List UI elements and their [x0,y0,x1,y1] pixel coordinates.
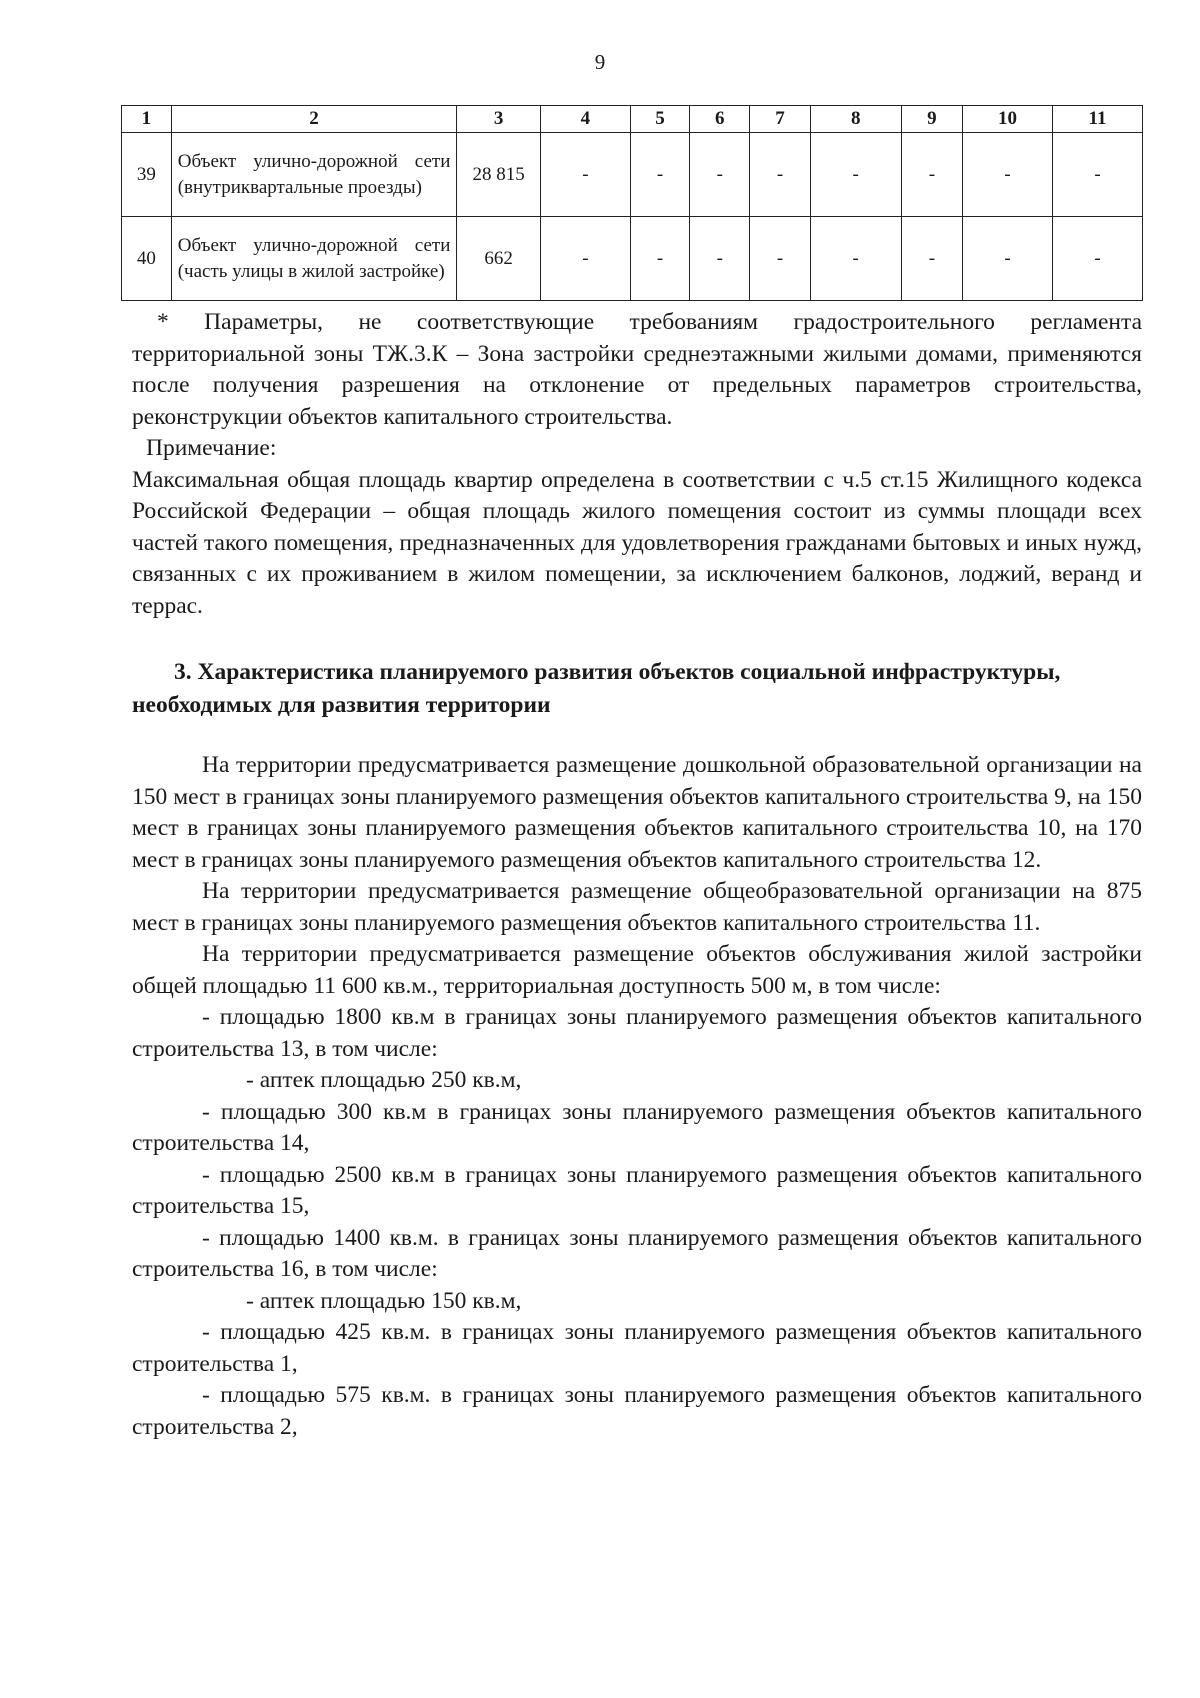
column-header: 1 [122,106,172,133]
notes-block [132,307,1142,622]
column-header: 2 [171,106,457,133]
column-header: 4 [540,106,630,133]
table-cell: - [750,217,810,301]
table-cell: - [963,133,1053,217]
column-header: 3 [457,106,541,133]
table-cell: - [901,217,962,301]
table-cell: - [810,217,901,301]
column-header: 5 [630,106,689,133]
object-name: Объект улично-дорожной сети (внутриквартальные проезды) [171,133,457,217]
row-number: 39 [122,133,172,217]
paragraph: На территории предусматривается размещение общеобразовательной организации на 875 мест в границах зоны планируемого размещения объектов капитального строительства 11. [132,878,1142,936]
main-text-block [132,750,1142,1443]
table-cell: - [690,133,750,217]
table-cell: - [810,133,901,217]
list-item: - площадью 300 кв.м в границах зоны планируемого размещения объектов капитального строительства 14, [132,1098,1142,1156]
list-item: - площадью 1800 кв.м в границах зоны планируемого размещения объектов капитального строительства 13, в том числе: [132,1004,1142,1062]
list-sub-item: - аптек площадью 250 кв.м, [246,1067,522,1093]
table-cell: - [750,133,810,217]
table-cell: - [630,133,689,217]
paragraph: На территории предусматривается размещение дошкольной образовательной организации на 150 мест в границах зоны планируемого размещения объектов капитального строительства 9, на 150 мест в границах зоны планируемого размещения объектов капитального строительства 10, на 170 мест в границах зоны планируемого размещения объектов капитального строительства 12. [132,752,1142,873]
list-item: - площадью 575 кв.м. в границах зоны планируемого размещения объектов капитального строительства 2, [132,1382,1142,1440]
table-cell: - [690,217,750,301]
table-cell: - [630,217,689,301]
column-header: 11 [1052,106,1142,133]
page-number: 9 [594,50,606,74]
table-row [122,133,1143,217]
table-cell: - [1052,217,1142,301]
table-row [122,217,1143,301]
row-number: 40 [122,217,172,301]
table-cell: - [1052,133,1142,217]
column-header: 10 [963,106,1053,133]
paragraph: На территории предусматривается размещение объектов обслуживания жилой застройки общей площадью 11 600 кв.м., территориальная доступность 500 м, в том числе: [132,941,1142,999]
column-header: 6 [690,106,750,133]
note-text: Максимальная общая площадь квартир определена в соответствии с ч.5 ст.15 Жилищного кодекса Российской Федерации – общая площадь жилого помещения состоит из суммы площади всех частей такого помещения, предназначенных для удовлетворения гражданами бытовых и иных нужд, связанных с их проживанием в жилом помещении, за исключением балконов, лоджий, веранд и террас. [132,466,1142,619]
list-sub-item: - аптек площадью 150 кв.м, [246,1287,522,1314]
table-cell: - [963,217,1053,301]
list-item: - площадью 425 кв.м. в границах зоны планируемого размещения объектов капитального строительства 1, [132,1319,1142,1377]
table-header-row [122,106,1143,133]
table-cell: - [540,217,630,301]
list-item: - площадью 2500 кв.м в границах зоны планируемого размещения объектов капитального строительства 15, [132,1161,1142,1219]
note-label: Примечание: [146,435,277,461]
table-cell: - [540,133,630,217]
column-header: 9 [901,106,962,133]
object-name: Объект улично-дорожной сети (часть улицы в жилой застройке) [171,217,457,301]
footnote-text: * Параметры, не соответствующие требованиям градостроительного регламента территориальной зоны ТЖ.3.К – Зона застройки среднеэтажными жилыми домами, применяются после получения разрешения на отклонение от предельных параметров строительства, реконструкции объектов капитального строительства. [132,309,1142,430]
section-heading: 3. Характеристика планируемого развития объектов социальной инфраструктуры, необходимых для развития территории [132,659,1061,718]
column-header: 7 [750,106,810,133]
area-value: 28 815 [457,133,541,217]
data-table [121,105,1143,301]
table-cell: - [901,133,962,217]
column-header: 8 [810,106,901,133]
area-value: 662 [457,217,541,301]
list-item: - площадью 1400 кв.м. в границах зоны планируемого размещения объектов капитального строительства 16, в том числе: [132,1224,1142,1282]
